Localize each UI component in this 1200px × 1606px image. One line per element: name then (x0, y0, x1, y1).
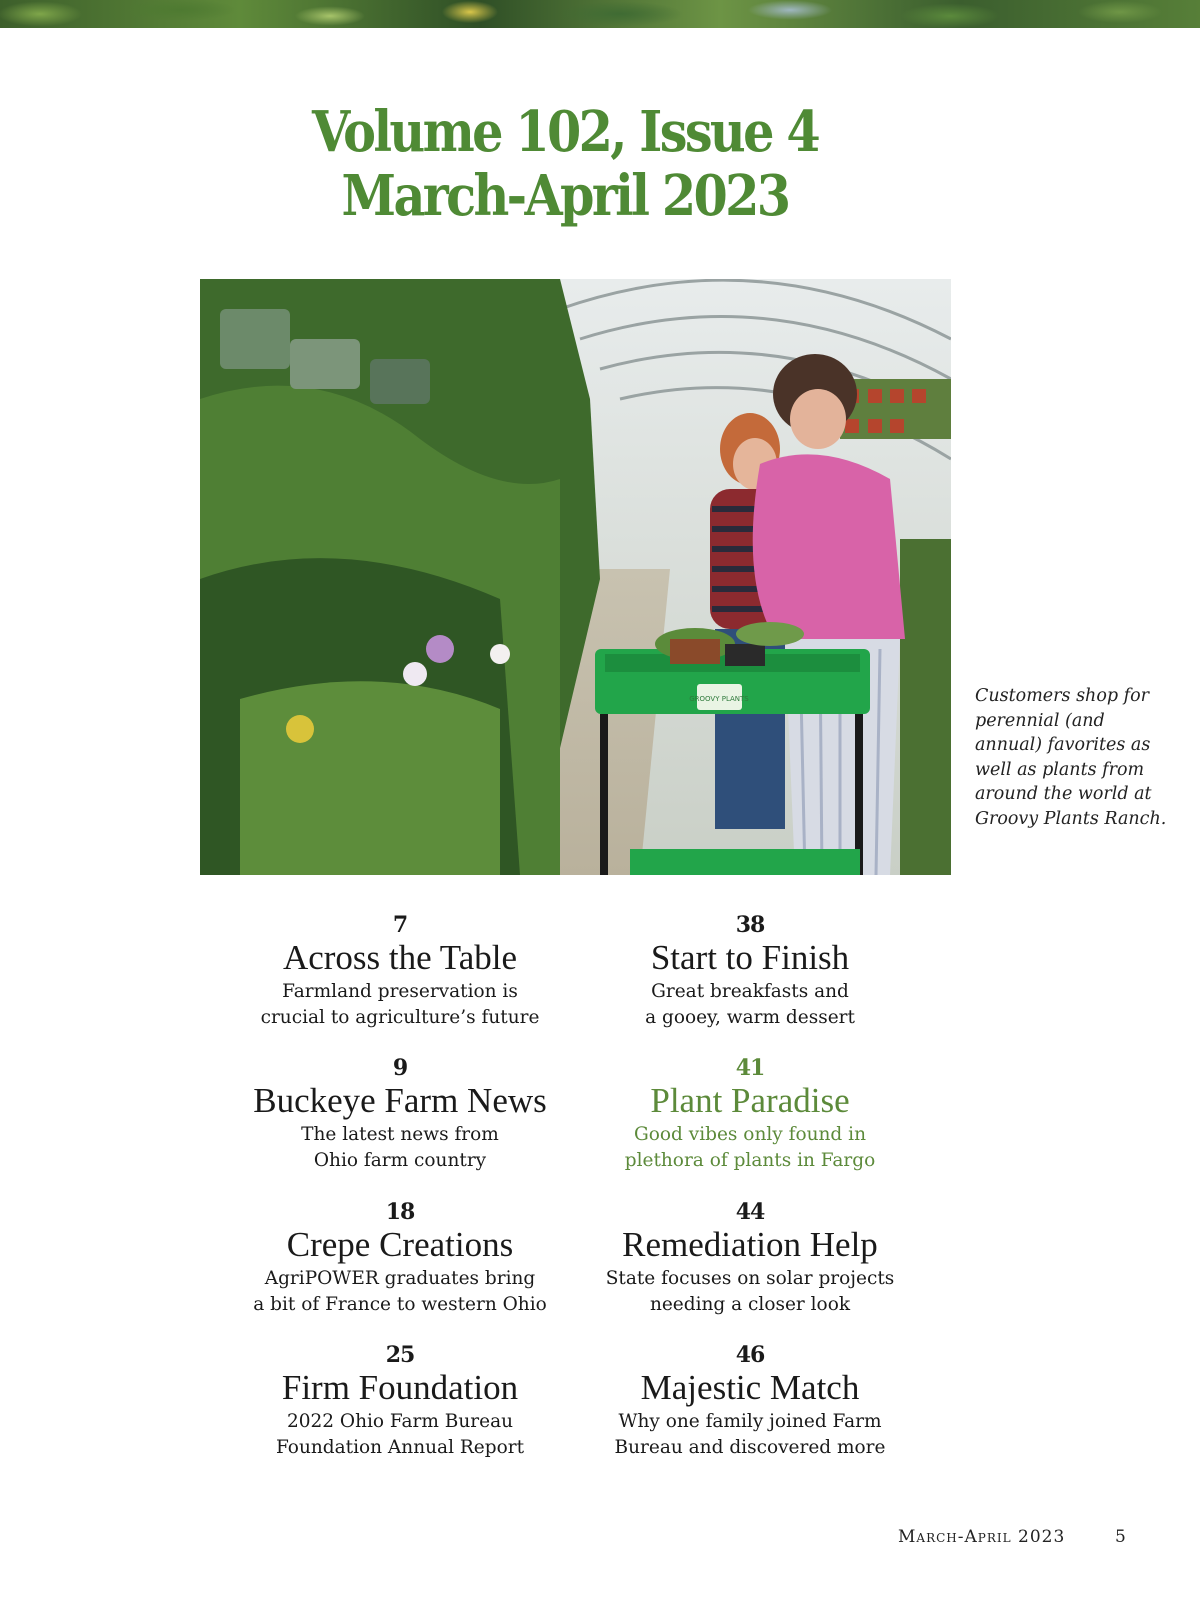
folio-issue-date: March-April 2023 (898, 1527, 1066, 1547)
toc-page-number: 9 (392, 1055, 408, 1081)
toc-description-line: needing a closer look (649, 1294, 851, 1315)
volume-issue-line: Volume 102, Issue 4 (312, 99, 818, 165)
toc-page-number: 46 (735, 1342, 765, 1368)
toc-page-number: 18 (385, 1199, 415, 1225)
toc-title: Majestic Match (640, 1368, 860, 1407)
toc-page-number: 25 (385, 1342, 415, 1368)
toc-description-line: Good vibes only found in (634, 1124, 866, 1145)
toc-title: Crepe Creations (286, 1225, 514, 1264)
toc-entry-crepe-creations[interactable] (220, 1199, 580, 1318)
toc-entry-across-the-table[interactable] (220, 912, 580, 1031)
toc-title: Plant Paradise (650, 1081, 850, 1120)
toc-description-line: Foundation Annual Report (275, 1437, 524, 1458)
toc-description-line: The latest news from (301, 1124, 499, 1145)
toc-description-line: plethora of plants in Fargo (624, 1150, 876, 1171)
toc-description-line: Ohio farm country (313, 1150, 487, 1171)
toc-title: Remediation Help (622, 1225, 878, 1264)
toc-entry-start-to-finish[interactable] (570, 912, 930, 1031)
toc-description-line: a bit of France to western Ohio (253, 1294, 547, 1315)
toc-description-line: a gooey, warm dessert (645, 1007, 855, 1028)
toc-description-line: Great breakfasts and (651, 981, 849, 1002)
toc-title: Firm Foundation (281, 1368, 519, 1407)
header-foliage-photo (0, 0, 1200, 28)
toc-entry-majestic-match[interactable] (570, 1342, 930, 1461)
toc-description-line: Bureau and discovered more (614, 1437, 886, 1458)
toc-page-number: 7 (392, 912, 408, 938)
cart-sign: GROOVY PLANTS (689, 695, 749, 703)
toc-description-line: 2022 Ohio Farm Bureau (286, 1411, 514, 1432)
toc-entry-plant-paradise[interactable] (570, 1055, 930, 1174)
toc-entry-firm-foundation[interactable] (220, 1342, 580, 1461)
toc-description-line: State focuses on solar projects (605, 1268, 895, 1289)
issue-masthead (0, 100, 1130, 228)
toc-title: Across the Table (282, 938, 518, 977)
toc-page-number: 41 (735, 1055, 765, 1081)
photo-caption: Customers shop for perennial (and annual) favorites as well as plants from around the world at Groovy Plants Ranch. (975, 686, 1167, 829)
toc-description-line: crucial to agriculture’s future (260, 1007, 540, 1028)
toc-title: Buckeye Farm News (253, 1081, 547, 1120)
toc-description-line: Why one family joined Farm (618, 1411, 882, 1432)
greenhouse-photo (200, 279, 951, 875)
toc-description-line: AgriPOWER graduates bring (264, 1268, 536, 1289)
toc-page-number: 44 (735, 1199, 765, 1225)
issue-date-line: March-April 2023 (341, 163, 789, 229)
toc-description-line: Farmland preservation is (282, 981, 518, 1002)
folio-page-number: 5 (1115, 1527, 1126, 1547)
toc-title: Start to Finish (650, 938, 850, 977)
toc-entry-buckeye-farm-news[interactable] (220, 1055, 580, 1174)
toc-page-number: 38 (735, 912, 765, 938)
toc-entry-remediation-help[interactable] (570, 1199, 930, 1318)
